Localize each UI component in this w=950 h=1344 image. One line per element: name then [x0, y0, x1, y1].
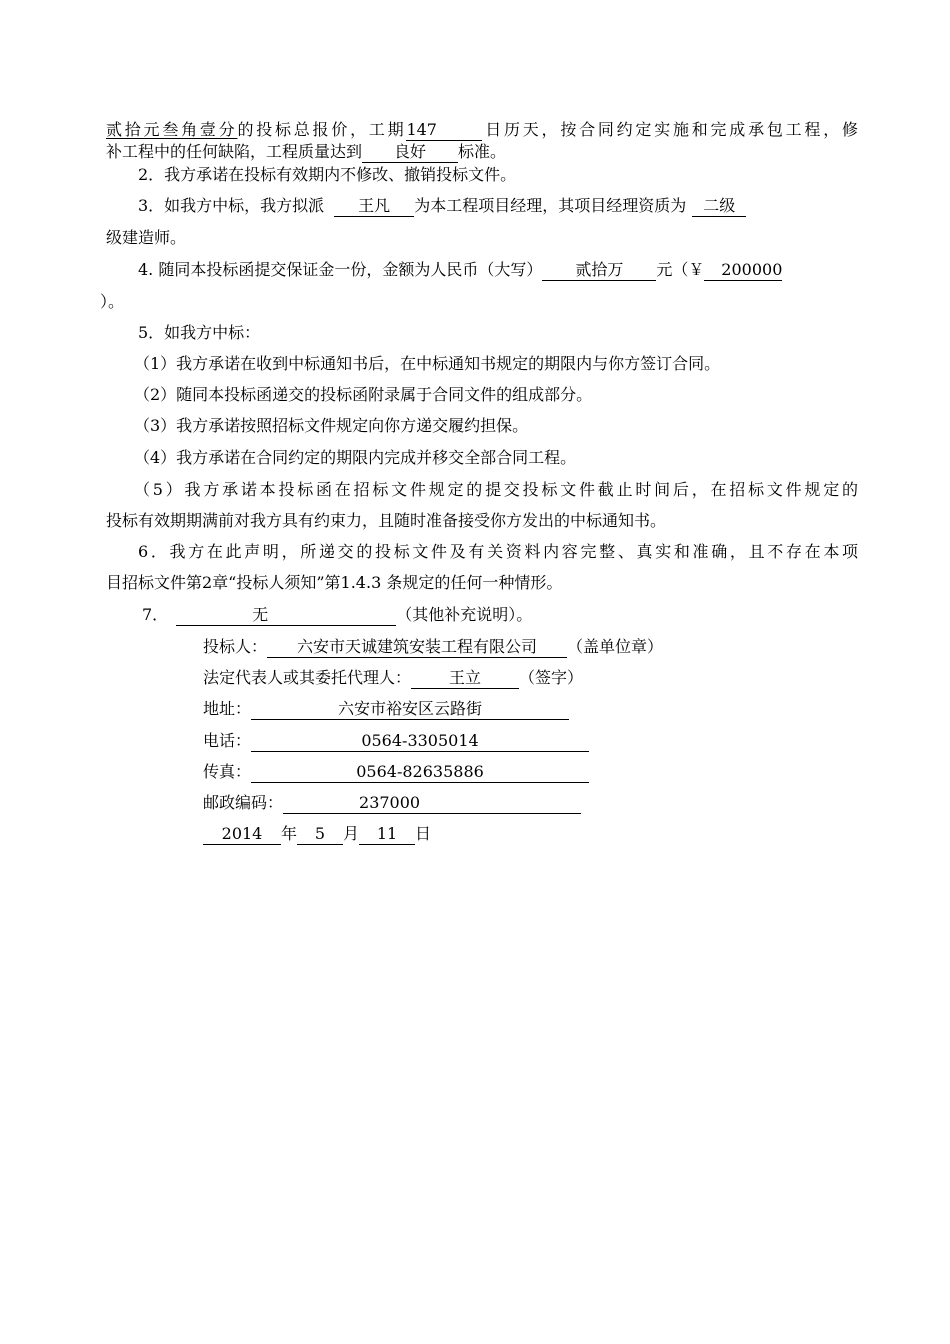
fax-value: 0564-82635886 — [251, 762, 589, 783]
date-month: 5 — [297, 824, 343, 845]
date-day: 11 — [359, 824, 415, 845]
item-5-sub-5-line-1: （5）我方承诺本投标函在招标文件规定的提交投标文件截止时间后，在招标文件规定的 — [134, 480, 858, 499]
item-5-sub-1: （1）我方承诺在收到中标通知书后，在中标通知书规定的期限内与你方签订合同。 — [134, 354, 721, 373]
address-value: 六安市裕安区云路街 — [251, 699, 569, 720]
item-3-line-1: 3．如我方中标，我方拟派 王凡 为本工程项目经理，其项目经理资质为 二级 — [138, 196, 746, 218]
item-6-line-2: 目招标文件第2章“投标人须知”第1.4.3 条规定的任何一种情形。 — [106, 573, 563, 592]
supplementary-note-value: 无 — [176, 605, 396, 626]
item-2: 2．我方承诺在投标有效期内不修改、撤销投标文件。 — [138, 165, 517, 184]
deposit-amount-words: 贰拾万 — [542, 260, 656, 281]
date-year: 2014 — [203, 824, 281, 845]
item-4-line-2: ）。 — [100, 292, 125, 311]
fax-line: 传真： 0564-82635886 — [203, 762, 589, 784]
quality-standard: 良好 — [362, 142, 458, 163]
phone-line: 电话： 0564-3305014 — [203, 731, 589, 753]
deposit-amount-number: 200000 — [704, 260, 782, 281]
item-5-title: 5．如我方中标： — [138, 323, 261, 342]
item-4-line-1: 4. 随同本投标函提交保证金一份，金额为人民币（大写） 贰拾万 元（￥ 200000 — [138, 260, 783, 279]
item-7: 7． 无 （其他补充说明）。 — [142, 605, 533, 624]
item-6-line-1: 6．我方在此声明，所递交的投标文件及有关资料内容完整、真实和准确，且不存在本项 — [138, 542, 858, 561]
phone-value: 0564-3305014 — [251, 731, 589, 752]
item-5-sub-3: （3）我方承诺按照招标文件规定向你方递交履约担保。 — [134, 416, 529, 435]
item-5-sub-4: （4）我方承诺在合同约定的期限内完成并移交全部合同工程。 — [134, 448, 577, 467]
item-5-sub-2: （2）随同本投标函递交的投标函附录属于合同文件的组成部分。 — [134, 385, 593, 404]
manager-qualification: 二级 — [692, 196, 746, 217]
item-5-sub-5-line-2: 投标有效期期满前对我方具有约束力，且随时准备接受你方发出的中标通知书。 — [106, 511, 667, 530]
amount-words-tail: 贰拾元叁角壹分 — [106, 120, 238, 139]
date-line: 2014 年 5 月 11 日 — [203, 824, 431, 846]
construction-days: 147 — [406, 120, 482, 141]
postcode-line: 邮政编码： 237000 — [203, 793, 581, 815]
item-3-line-2: 级建造师。 — [106, 228, 187, 247]
bidder-line: 投标人： 六安市天诚建筑安装工程有限公司 （盖单位章） — [203, 637, 664, 656]
postcode-value: 237000 — [283, 793, 581, 814]
paragraph-1-line-1: 贰拾元叁角壹分的投标总报价，工期147 日历天，按合同约定实施和完成承包工程，修 — [106, 120, 858, 139]
project-manager-name: 王凡 — [334, 196, 414, 217]
bidder-name: 六安市天诚建筑安装工程有限公司 — [267, 637, 567, 658]
representative-name: 王立 — [411, 668, 519, 689]
address-line: 地址： 六安市裕安区云路街 — [203, 699, 569, 721]
paragraph-1-line-2: 补工程中的任何缺陷，工程质量达到 良好 标准。 — [106, 142, 507, 161]
representative-line: 法定代表人或其委托代理人： 王立 （签字） — [203, 668, 584, 687]
